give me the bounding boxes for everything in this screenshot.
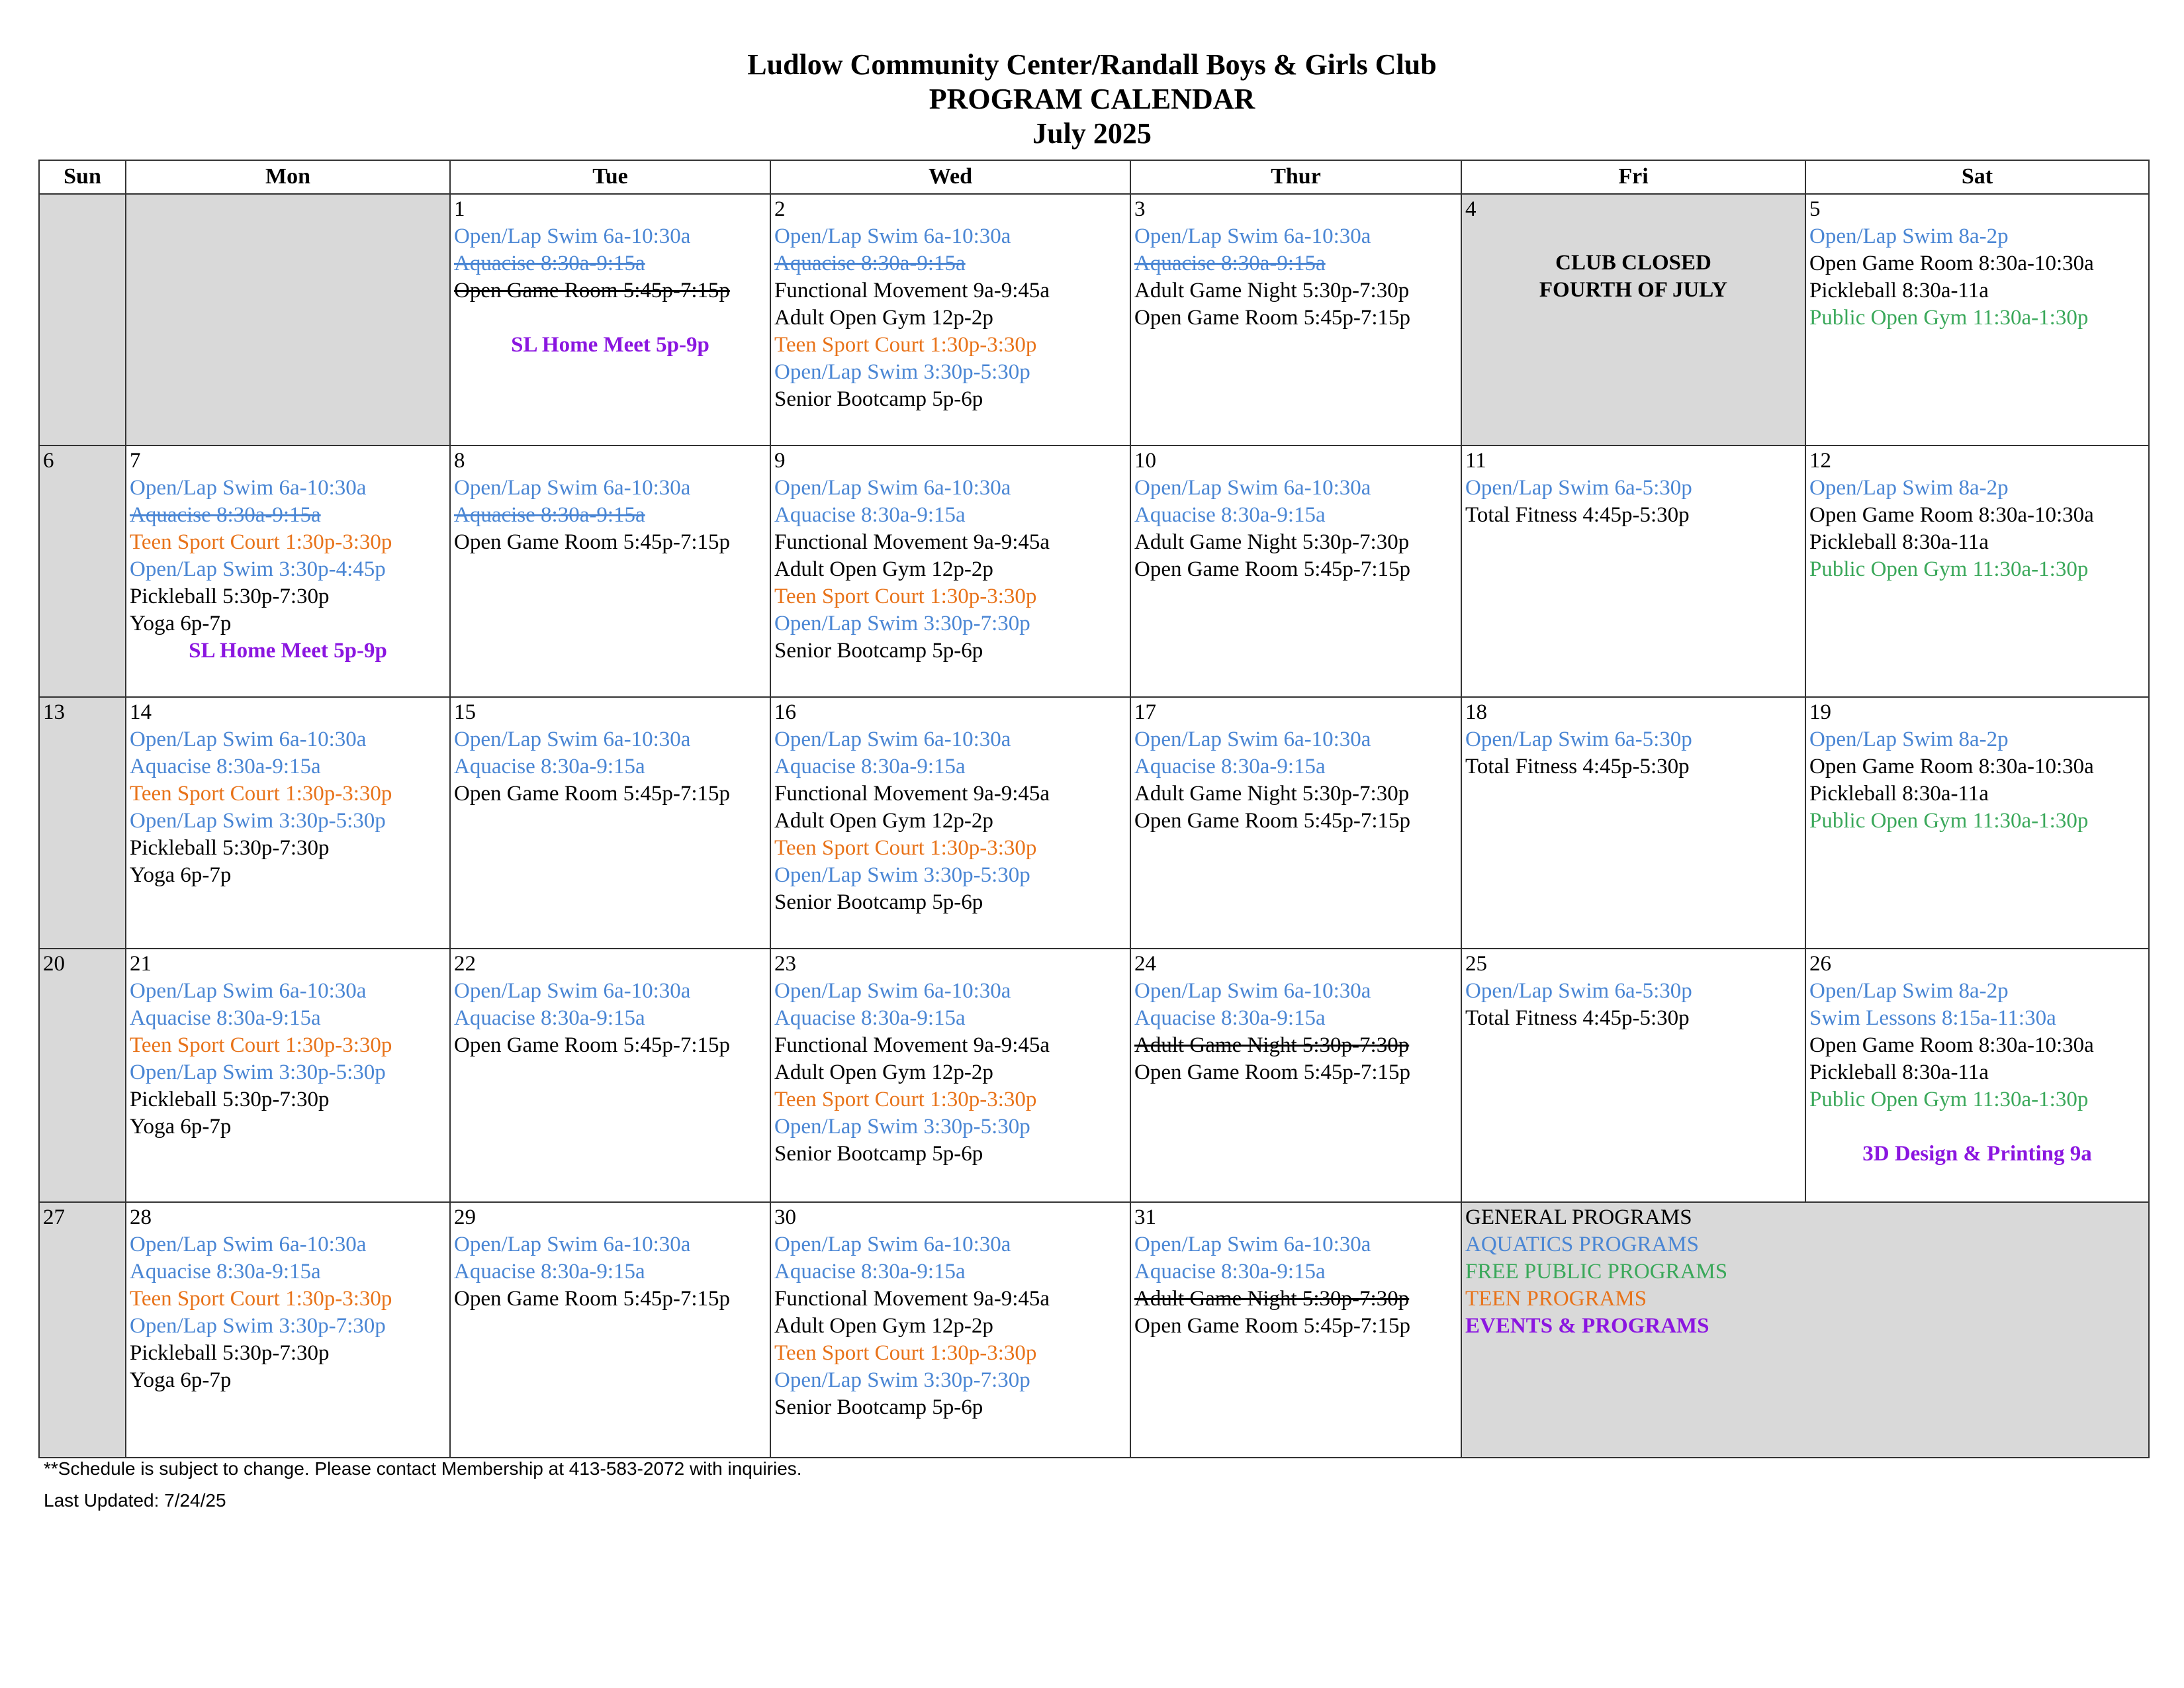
day-cell bbox=[770, 1202, 1130, 1458]
event-entry: Senior Bootcamp 5p-6p bbox=[774, 639, 983, 663]
event-entry: Senior Bootcamp 5p-6p bbox=[774, 1142, 983, 1166]
day-number: 21 bbox=[130, 952, 152, 976]
event-entry: Adult Game Night 5:30p-7:30p bbox=[1134, 279, 1410, 303]
event-entry: Open Game Room 5:45p-7:15p bbox=[1134, 1060, 1411, 1084]
weekday-thur: Thur bbox=[1130, 160, 1461, 194]
event-entry: Teen Sport Court 1:30p-3:30p bbox=[774, 836, 1037, 860]
event-entry: Public Open Gym 11:30a-1:30p bbox=[1809, 1088, 2089, 1111]
event-entry: Senior Bootcamp 5p-6p bbox=[774, 387, 983, 411]
event-entry: Functional Movement 9a-9:45a bbox=[774, 782, 1050, 806]
event-entry: Aquacise 8:30a-9:15a bbox=[1134, 1006, 1326, 1030]
event-entry: Open Game Room 8:30a-10:30a bbox=[1809, 1033, 2094, 1057]
event-entry: Open/Lap Swim 6a-5:30p bbox=[1465, 979, 1692, 1003]
day-cell bbox=[1461, 697, 1805, 949]
event-entry: Functional Movement 9a-9:45a bbox=[774, 1287, 1050, 1311]
event-entry: Pickleball 8:30a-11a bbox=[1809, 782, 1989, 806]
event-entry: Adult Open Gym 12p-2p bbox=[774, 557, 993, 581]
day-number: 10 bbox=[1134, 449, 1156, 473]
event-entry: Aquacise 8:30a-9:15a bbox=[454, 1260, 645, 1284]
day-number: 17 bbox=[1134, 700, 1156, 724]
event-entry: Aquacise 8:30a-9:15a bbox=[774, 503, 966, 527]
event-entry: Pickleball 8:30a-11a bbox=[1809, 279, 1989, 303]
day-cell bbox=[1130, 697, 1461, 949]
day-number: 4 bbox=[1465, 197, 1477, 221]
week-row bbox=[39, 949, 2149, 1202]
day-number: 29 bbox=[454, 1205, 476, 1229]
day-number: 26 bbox=[1809, 952, 1831, 976]
special-event: SL Home Meet 5p-9p bbox=[189, 639, 387, 663]
closed-notice: CLUB CLOSED bbox=[1555, 251, 1711, 275]
event-entry: Pickleball 8:30a-11a bbox=[1809, 530, 1989, 554]
event-entry: Teen Sport Court 1:30p-3:30p bbox=[774, 1088, 1037, 1111]
event-entry: Pickleball 5:30p-7:30p bbox=[130, 1341, 330, 1365]
day-cell bbox=[39, 445, 126, 697]
event-entry: Pickleball 8:30a-11a bbox=[1809, 1060, 1989, 1084]
event-entry: Open Game Room 5:45p-7:15p bbox=[454, 530, 731, 554]
event-entry: Open/Lap Swim 6a-10:30a bbox=[130, 476, 367, 500]
event-entry: Aquacise 8:30a-9:15a bbox=[1134, 755, 1326, 778]
event-entry: Open/Lap Swim 3:30p-5:30p bbox=[130, 809, 386, 833]
day-cell bbox=[770, 194, 1130, 445]
event-entry: Open Game Room 5:45p-7:15p bbox=[1134, 306, 1411, 330]
event-entry: Yoga 6p-7p bbox=[130, 1115, 232, 1139]
legend-item: TEEN PROGRAMS bbox=[1465, 1287, 1647, 1311]
event-entry: Open/Lap Swim 6a-10:30a bbox=[454, 979, 691, 1003]
event-entry: Aquacise 8:30a-9:15a bbox=[130, 1006, 321, 1030]
event-entry: Aquacise 8:30a-9:15a bbox=[130, 503, 321, 527]
day-cell bbox=[450, 194, 770, 445]
event-entry: Adult Open Gym 12p-2p bbox=[774, 306, 993, 330]
event-entry: Open/Lap Swim 6a-10:30a bbox=[1134, 727, 1371, 751]
last-updated: Last Updated: 7/24/25 bbox=[44, 1490, 226, 1511]
day-number: 19 bbox=[1809, 700, 1831, 724]
weekday-header-row bbox=[39, 160, 2149, 194]
day-cell bbox=[126, 697, 450, 949]
week-row bbox=[39, 1202, 2149, 1458]
legend-item: AQUATICS PROGRAMS bbox=[1465, 1233, 1699, 1256]
day-number: 14 bbox=[130, 700, 152, 724]
event-entry: Open/Lap Swim 6a-10:30a bbox=[1134, 979, 1371, 1003]
event-entry: Aquacise 8:30a-9:15a bbox=[774, 755, 966, 778]
day-cell bbox=[126, 194, 450, 445]
event-entry: Open Game Room 5:45p-7:15p bbox=[454, 279, 731, 303]
day-number: 9 bbox=[774, 449, 786, 473]
event-entry: Aquacise 8:30a-9:15a bbox=[454, 252, 645, 275]
week-row bbox=[39, 194, 2149, 445]
event-entry: Aquacise 8:30a-9:15a bbox=[1134, 252, 1326, 275]
day-number: 31 bbox=[1134, 1205, 1156, 1229]
event-entry: Adult Open Gym 12p-2p bbox=[774, 1314, 993, 1338]
legend-item: FREE PUBLIC PROGRAMS bbox=[1465, 1260, 1728, 1284]
day-cell bbox=[39, 949, 126, 1202]
event-entry: Open/Lap Swim 6a-5:30p bbox=[1465, 476, 1692, 500]
event-entry: Open Game Room 5:45p-7:15p bbox=[1134, 809, 1411, 833]
weekday-sun: Sun bbox=[39, 160, 126, 194]
weekday-mon: Mon bbox=[126, 160, 450, 194]
event-entry: Open/Lap Swim 6a-10:30a bbox=[1134, 1233, 1371, 1256]
event-entry: Open/Lap Swim 3:30p-4:45p bbox=[130, 557, 386, 581]
day-cell bbox=[770, 445, 1130, 697]
day-cell bbox=[1130, 194, 1461, 445]
event-entry: Aquacise 8:30a-9:15a bbox=[130, 1260, 321, 1284]
day-number: 22 bbox=[454, 952, 476, 976]
event-entry: Open/Lap Swim 6a-10:30a bbox=[130, 979, 367, 1003]
event-entry: Aquacise 8:30a-9:15a bbox=[454, 1006, 645, 1030]
day-cell bbox=[1805, 445, 2149, 697]
day-number: 6 bbox=[43, 449, 54, 473]
event-entry: Open/Lap Swim 3:30p-5:30p bbox=[774, 360, 1030, 384]
event-entry: Open/Lap Swim 3:30p-7:30p bbox=[130, 1314, 386, 1338]
day-cell bbox=[1130, 949, 1461, 1202]
day-cell bbox=[450, 949, 770, 1202]
event-entry: Total Fitness 4:45p-5:30p bbox=[1465, 755, 1690, 778]
day-number: 23 bbox=[774, 952, 796, 976]
day-number: 20 bbox=[43, 952, 65, 976]
event-entry: Public Open Gym 11:30a-1:30p bbox=[1809, 809, 2089, 833]
event-entry: Open/Lap Swim 8a-2p bbox=[1809, 727, 2009, 751]
weekday-sat: Sat bbox=[1805, 160, 2149, 194]
event-entry: Open/Lap Swim 3:30p-5:30p bbox=[130, 1060, 386, 1084]
day-cell bbox=[1130, 1202, 1461, 1458]
event-entry: Open Game Room 8:30a-10:30a bbox=[1809, 755, 2094, 778]
day-cell bbox=[126, 1202, 450, 1458]
day-number: 2 bbox=[774, 197, 786, 221]
day-cell bbox=[126, 445, 450, 697]
event-entry: Teen Sport Court 1:30p-3:30p bbox=[774, 1341, 1037, 1365]
event-entry: Open Game Room 8:30a-10:30a bbox=[1809, 503, 2094, 527]
event-entry: Yoga 6p-7p bbox=[130, 863, 232, 887]
day-number: 7 bbox=[130, 449, 141, 473]
day-cell bbox=[450, 445, 770, 697]
event-entry: Open/Lap Swim 6a-10:30a bbox=[454, 476, 691, 500]
day-number: 25 bbox=[1465, 952, 1487, 976]
event-entry: Pickleball 5:30p-7:30p bbox=[130, 1088, 330, 1111]
event-entry: Open/Lap Swim 6a-10:30a bbox=[1134, 224, 1371, 248]
closed-notice: FOURTH OF JULY bbox=[1539, 278, 1728, 302]
day-cell bbox=[770, 697, 1130, 949]
event-entry: Open/Lap Swim 6a-5:30p bbox=[1465, 727, 1692, 751]
event-entry: Open/Lap Swim 8a-2p bbox=[1809, 476, 2009, 500]
event-entry: Open/Lap Swim 6a-10:30a bbox=[774, 979, 1011, 1003]
event-entry: Teen Sport Court 1:30p-3:30p bbox=[130, 1033, 392, 1057]
event-entry: Open Game Room 5:45p-7:15p bbox=[1134, 557, 1411, 581]
day-cell bbox=[126, 949, 450, 1202]
special-event: SL Home Meet 5p-9p bbox=[511, 333, 709, 357]
event-entry: Adult Game Night 5:30p-7:30p bbox=[1134, 1287, 1410, 1311]
day-number: 15 bbox=[454, 700, 476, 724]
event-entry: Open/Lap Swim 6a-10:30a bbox=[1134, 476, 1371, 500]
event-entry: Open/Lap Swim 3:30p-7:30p bbox=[774, 1368, 1030, 1392]
event-entry: Public Open Gym 11:30a-1:30p bbox=[1809, 306, 2089, 330]
event-entry: Teen Sport Court 1:30p-3:30p bbox=[130, 530, 392, 554]
event-entry: Open/Lap Swim 6a-10:30a bbox=[774, 1233, 1011, 1256]
event-entry: Aquacise 8:30a-9:15a bbox=[1134, 1260, 1326, 1284]
day-number: 30 bbox=[774, 1205, 796, 1229]
event-entry: Open/Lap Swim 6a-10:30a bbox=[454, 224, 691, 248]
event-entry: Aquacise 8:30a-9:15a bbox=[130, 755, 321, 778]
day-number: 1 bbox=[454, 197, 465, 221]
day-cell bbox=[39, 1202, 126, 1458]
weekday-tue: Tue bbox=[450, 160, 770, 194]
legend-item: EVENTS & PROGRAMS bbox=[1465, 1314, 1709, 1338]
organization-title: Ludlow Community Center/Randall Boys & Girls Club bbox=[747, 48, 1437, 81]
special-event: 3D Design & Printing 9a bbox=[1862, 1142, 2092, 1166]
event-entry: Public Open Gym 11:30a-1:30p bbox=[1809, 557, 2089, 581]
event-entry: Swim Lessons 8:15a-11:30a bbox=[1809, 1006, 2056, 1030]
day-cell bbox=[1805, 194, 2149, 445]
event-entry: Aquacise 8:30a-9:15a bbox=[454, 503, 645, 527]
day-number: 5 bbox=[1809, 197, 1821, 221]
day-number: 3 bbox=[1134, 197, 1146, 221]
week-row bbox=[39, 445, 2149, 697]
event-entry: Functional Movement 9a-9:45a bbox=[774, 530, 1050, 554]
event-entry: Open Game Room 8:30a-10:30a bbox=[1809, 252, 2094, 275]
day-number: 12 bbox=[1809, 449, 1831, 473]
event-entry: Functional Movement 9a-9:45a bbox=[774, 1033, 1050, 1057]
event-entry: Adult Game Night 5:30p-7:30p bbox=[1134, 1033, 1410, 1057]
event-entry: Open/Lap Swim 6a-10:30a bbox=[130, 727, 367, 751]
event-entry: Pickleball 5:30p-7:30p bbox=[130, 585, 330, 608]
event-entry: Open/Lap Swim 8a-2p bbox=[1809, 979, 2009, 1003]
day-cell bbox=[1461, 194, 1805, 445]
day-number: 28 bbox=[130, 1205, 152, 1229]
event-entry: Open/Lap Swim 8a-2p bbox=[1809, 224, 2009, 248]
event-entry: Open Game Room 5:45p-7:15p bbox=[454, 1033, 731, 1057]
event-entry: Senior Bootcamp 5p-6p bbox=[774, 890, 983, 914]
day-cell bbox=[450, 1202, 770, 1458]
day-number: 16 bbox=[774, 700, 796, 724]
event-entry: Total Fitness 4:45p-5:30p bbox=[1465, 1006, 1690, 1030]
weekday-wed: Wed bbox=[770, 160, 1130, 194]
event-entry: Senior Bootcamp 5p-6p bbox=[774, 1395, 983, 1419]
event-entry: Open/Lap Swim 3:30p-5:30p bbox=[774, 863, 1030, 887]
day-number: 18 bbox=[1465, 700, 1487, 724]
event-entry: Adult Game Night 5:30p-7:30p bbox=[1134, 782, 1410, 806]
day-number: 13 bbox=[43, 700, 65, 724]
event-entry: Open/Lap Swim 6a-10:30a bbox=[774, 476, 1011, 500]
event-entry: Teen Sport Court 1:30p-3:30p bbox=[774, 333, 1037, 357]
event-entry: Open/Lap Swim 6a-10:30a bbox=[130, 1233, 367, 1256]
day-number: 27 bbox=[43, 1205, 65, 1229]
legend-cell bbox=[1461, 1202, 2149, 1458]
event-entry: Pickleball 5:30p-7:30p bbox=[130, 836, 330, 860]
week-row bbox=[39, 697, 2149, 949]
event-entry: Adult Open Gym 12p-2p bbox=[774, 1060, 993, 1084]
event-entry: Open Game Room 5:45p-7:15p bbox=[1134, 1314, 1411, 1338]
event-entry: Teen Sport Court 1:30p-3:30p bbox=[774, 585, 1037, 608]
day-cell bbox=[450, 697, 770, 949]
event-entry: Open/Lap Swim 3:30p-5:30p bbox=[774, 1115, 1030, 1139]
event-entry: Yoga 6p-7p bbox=[130, 612, 232, 635]
event-entry: Open Game Room 5:45p-7:15p bbox=[454, 782, 731, 806]
event-entry: Open/Lap Swim 6a-10:30a bbox=[774, 727, 1011, 751]
day-cell bbox=[39, 697, 126, 949]
day-number: 8 bbox=[454, 449, 465, 473]
event-entry: Yoga 6p-7p bbox=[130, 1368, 232, 1392]
event-entry: Adult Game Night 5:30p-7:30p bbox=[1134, 530, 1410, 554]
event-entry: Functional Movement 9a-9:45a bbox=[774, 279, 1050, 303]
event-entry: Teen Sport Court 1:30p-3:30p bbox=[130, 1287, 392, 1311]
event-entry: Open Game Room 5:45p-7:15p bbox=[454, 1287, 731, 1311]
event-entry: Open/Lap Swim 6a-10:30a bbox=[454, 727, 691, 751]
day-cell bbox=[1805, 949, 2149, 1202]
calendar-grid bbox=[38, 160, 2150, 1458]
event-entry: Aquacise 8:30a-9:15a bbox=[774, 252, 966, 275]
event-entry: Aquacise 8:30a-9:15a bbox=[774, 1006, 966, 1030]
day-number: 11 bbox=[1465, 449, 1486, 473]
day-cell bbox=[1805, 697, 2149, 949]
day-cell bbox=[39, 194, 126, 445]
event-entry: Aquacise 8:30a-9:15a bbox=[454, 755, 645, 778]
event-entry: Open/Lap Swim 3:30p-7:30p bbox=[774, 612, 1030, 635]
schedule-note: **Schedule is subject to change. Please contact Membership at 413-583-2072 with inquiries. bbox=[44, 1458, 802, 1479]
event-entry: Open/Lap Swim 6a-10:30a bbox=[774, 224, 1011, 248]
event-entry: Adult Open Gym 12p-2p bbox=[774, 809, 993, 833]
day-number: 24 bbox=[1134, 952, 1156, 976]
day-cell bbox=[1461, 949, 1805, 1202]
event-entry: Teen Sport Court 1:30p-3:30p bbox=[130, 782, 392, 806]
calendar-title: PROGRAM CALENDAR bbox=[929, 83, 1255, 115]
weekday-fri: Fri bbox=[1461, 160, 1805, 194]
event-entry: Aquacise 8:30a-9:15a bbox=[774, 1260, 966, 1284]
event-entry: Open/Lap Swim 6a-10:30a bbox=[454, 1233, 691, 1256]
event-entry: Total Fitness 4:45p-5:30p bbox=[1465, 503, 1690, 527]
event-entry: Aquacise 8:30a-9:15a bbox=[1134, 503, 1326, 527]
day-cell bbox=[1130, 445, 1461, 697]
legend-item: GENERAL PROGRAMS bbox=[1465, 1205, 1692, 1229]
calendar-month: July 2025 bbox=[1032, 117, 1152, 150]
day-cell bbox=[1461, 445, 1805, 697]
day-cell bbox=[770, 949, 1130, 1202]
